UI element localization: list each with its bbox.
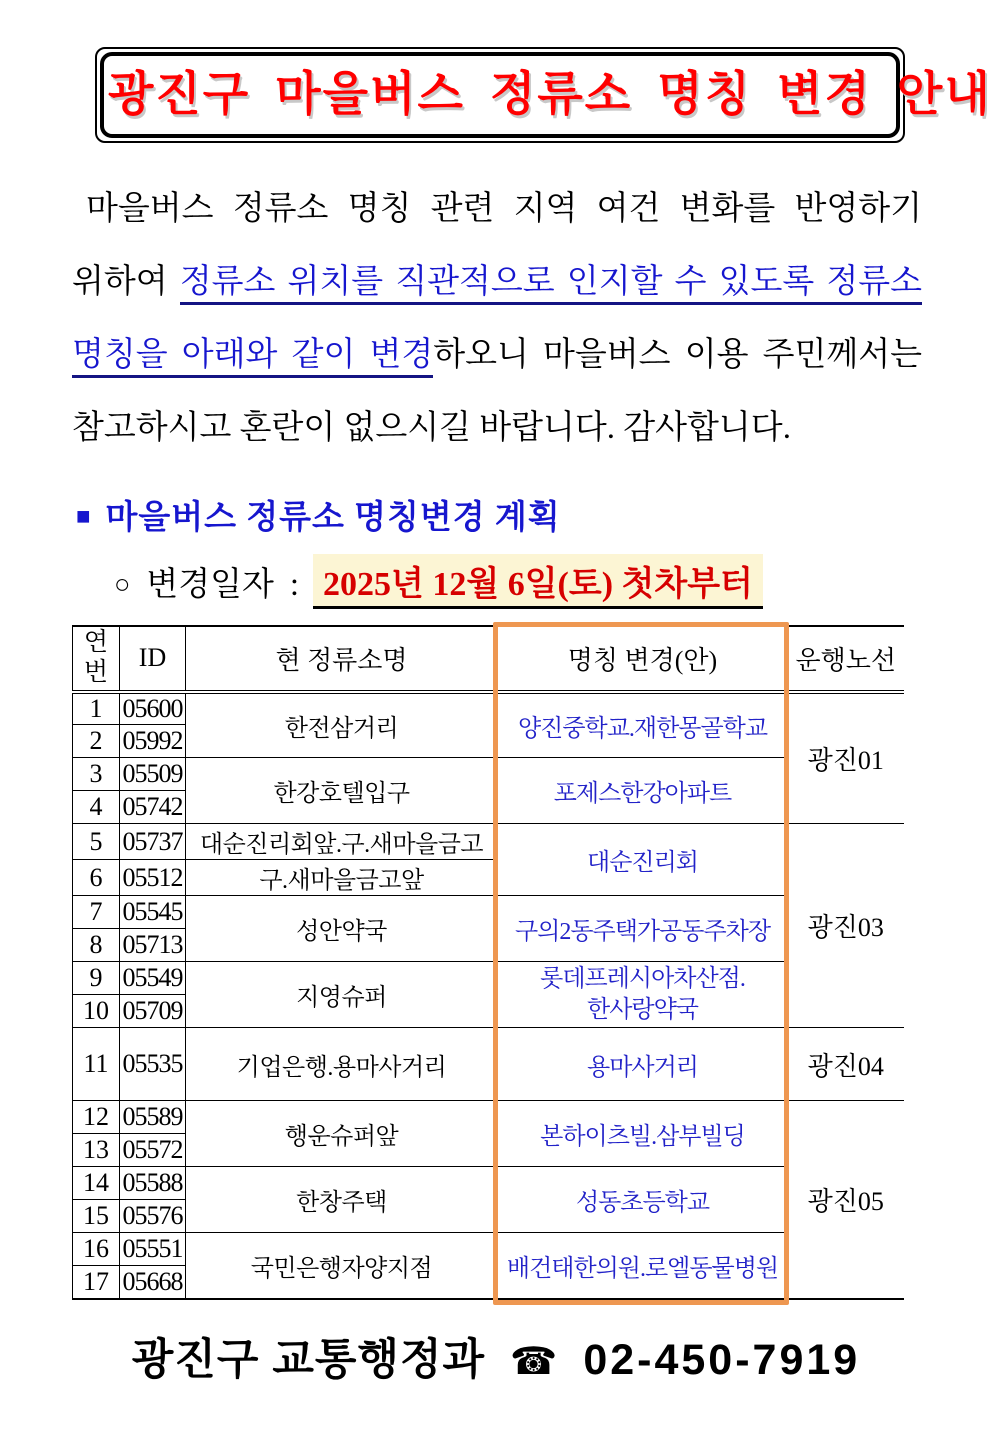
intro-text-emphasis: 명칭을 아래와 같이 변경 [72,337,433,378]
section-title: 마을버스 정류소 명칭변경 계획 [105,499,561,536]
intro-paragraph [72,173,922,465]
table-cell-id: 05713 [120,929,186,962]
header-route: 운행노선 [788,626,904,692]
table-cell-proposed-name: 구의2동주택가공동주차장 [498,896,788,962]
table-cell-current-name: 지영슈퍼 [186,962,498,1028]
table-cell-id: 05588 [120,1167,186,1200]
table-row [73,1028,904,1101]
table-cell-current-name: 행운슈퍼앞 [186,1101,498,1167]
table-cell-no: 11 [73,1028,120,1101]
table-cell-id: 05549 [120,962,186,995]
circle-bullet-icon: ○ [114,568,131,599]
table-cell-no: 6 [73,860,120,896]
table-cell-current-name: 구.새마을금고앞 [186,860,498,896]
telephone-icon: ☎ [510,1340,559,1383]
table-cell-id: 05535 [120,1028,186,1101]
phone-number: 02-450-7919 [583,1335,861,1384]
table-cell-route: 광진05 [788,1101,904,1299]
table-cell-id: 05551 [120,1233,186,1266]
footer-contact [0,1326,992,1387]
table-cell-no: 4 [73,791,120,824]
square-bullet-icon: ■ [76,503,92,530]
header-no: 연번 [73,626,120,692]
table-cell-route: 광진03 [788,824,904,1028]
table-cell-current-name: 한전삼거리 [186,692,498,758]
page-title: 광진구 마을버스 정류소 명칭 변경 안내 [108,67,992,120]
table-header-row [73,626,904,692]
title-box [95,47,992,143]
table-cell-id: 05572 [120,1134,186,1167]
table-cell-id: 05512 [120,860,186,896]
table-row [73,758,904,791]
schedule-colon: : [289,566,299,603]
table-cell-id: 05709 [120,995,186,1028]
stops-table-wrap [72,625,903,1300]
table-cell-proposed-name: 포제스한강아파트 [498,758,788,824]
table-cell-id: 05668 [120,1266,186,1299]
intro-line [72,246,922,319]
table-cell-no: 1 [73,692,120,725]
notice-document [0,47,992,1450]
schedule-line [114,554,992,609]
table-row [73,1233,904,1266]
header-id: ID [120,626,186,692]
table-cell-current-name: 국민은행자양지점 [186,1233,498,1299]
table-cell-no: 10 [73,995,120,1028]
stops-table [72,625,904,1300]
intro-line [72,392,922,465]
intro-text: 마을버스 정류소 명칭 관련 지역 여건 변화를 반영하기 [86,190,922,227]
table-row [73,962,904,995]
table-cell-no: 9 [73,962,120,995]
table-cell-no: 5 [73,824,120,860]
table-cell-proposed-name: 양진중학교.재한몽골학교 [498,692,788,758]
table-cell-id: 05576 [120,1200,186,1233]
intro-line [72,173,922,246]
section-heading [76,491,992,538]
table-cell-id: 05737 [120,824,186,860]
table-row [73,824,904,860]
table-cell-current-name: 기업은행.용마사거리 [186,1028,498,1101]
table-cell-current-name: 한창주택 [186,1167,498,1233]
table-cell-no: 17 [73,1266,120,1299]
table-cell-no: 15 [73,1200,120,1233]
table-cell-id: 05509 [120,758,186,791]
table-cell-id: 05992 [120,725,186,758]
table-cell-no: 13 [73,1134,120,1167]
table-cell-no: 12 [73,1101,120,1134]
intro-text: 참고하시고 혼란이 없으시길 바랍니다. 감사합니다. [72,409,791,446]
table-cell-route: 광진01 [788,692,904,824]
proposed-name-line2: 한사랑약국 [587,996,698,1023]
table-cell-no: 2 [73,725,120,758]
table-cell-no: 14 [73,1167,120,1200]
schedule-label: 변경일자 [146,566,274,603]
table-cell-no: 7 [73,896,120,929]
table-cell-no: 8 [73,929,120,962]
table-cell-no: 16 [73,1233,120,1266]
header-proposed-name: 명칭 변경(안) [498,626,788,692]
table-cell-proposed-name: 대순진리회 [498,824,788,896]
table-cell-proposed-name [498,962,788,1028]
table-cell-current-name: 성안약국 [186,896,498,962]
title-box-inner [100,52,992,138]
department-name: 광진구 교통행정과 [131,1335,486,1384]
table-cell-no: 3 [73,758,120,791]
intro-text: 하오니 마을버스 이용 주민께서는 [433,336,923,373]
intro-line [72,319,922,392]
header-current-name: 현 정류소명 [186,626,498,692]
intro-text: 위하여 [72,263,180,300]
table-cell-id: 05589 [120,1101,186,1134]
table-cell-proposed-name: 성동초등학교 [498,1167,788,1233]
table-cell-current-name: 대순진리회앞.구.새마을금고 [186,824,498,860]
table-cell-id: 05742 [120,791,186,824]
table-row [73,692,904,725]
table-cell-proposed-name: 용마사거리 [498,1028,788,1101]
table-cell-proposed-name: 본하이츠빌.삼부빌딩 [498,1101,788,1167]
table-cell-route: 광진04 [788,1028,904,1101]
intro-text-emphasis: 정류소 위치를 직관적으로 인지할 수 있도록 정류소 [180,264,922,305]
table-row [73,896,904,929]
proposed-name-line1: 롯데프레시아차산점. [540,965,745,992]
table-cell-current-name: 한강호텔입구 [186,758,498,824]
table-row [73,1101,904,1134]
table-cell-id: 05600 [120,692,186,725]
table-row [73,1167,904,1200]
change-date-highlight: 2025년 12월 6일(토) 첫차부터 [313,554,763,609]
table-cell-proposed-name: 배건태한의원.로엘동물병원 [498,1233,788,1299]
table-cell-id: 05545 [120,896,186,929]
